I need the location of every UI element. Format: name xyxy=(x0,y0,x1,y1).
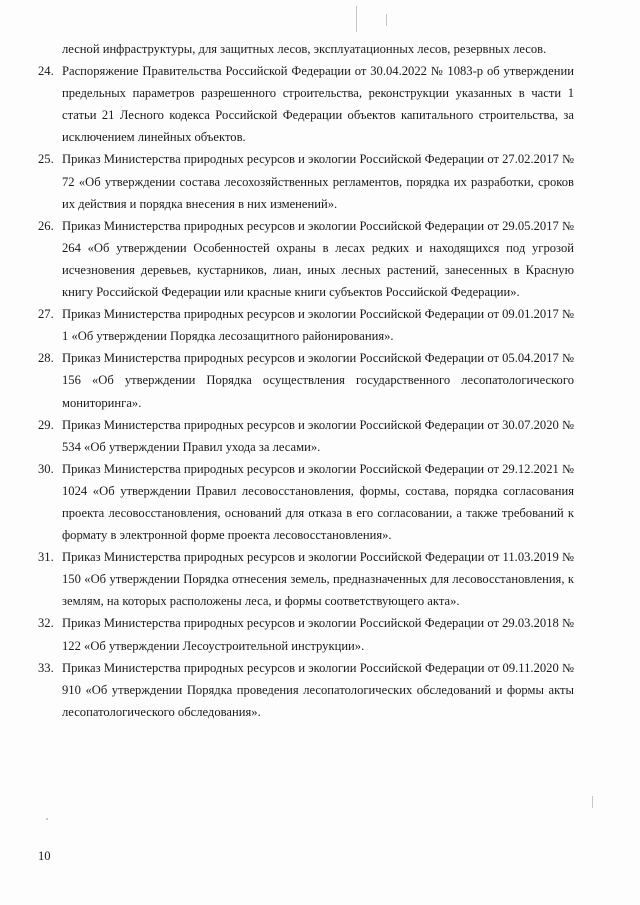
list-item xyxy=(38,215,574,303)
page-number: 10 xyxy=(38,849,51,863)
list-item xyxy=(38,303,574,347)
list-item-text: Приказ Министерства природных ресурсов и экологии Российской Федерации от 11.03.2019 № 150 «Об утверждении Порядка отнесения земель, предназначенных для лесовосстановления, к землям, на которых расположены леса, и формы соответствующего акта». xyxy=(62,550,574,609)
list-item-text: Приказ Министерства природных ресурсов и экологии Российской Федерации от 29.05.2017 № 264 «Об утверждении Особенностей охраны в лесах редких и находящихся под угрозой исчезновения деревьев, кустарников, лиан, иных лесных растений, занесенных в Красную книгу Российской Федерации или красные книги субъектов Российской Федерации». xyxy=(62,218,574,300)
document-body xyxy=(38,38,574,723)
scan-mark xyxy=(356,6,357,32)
list-item-number: 30. xyxy=(38,461,54,476)
scan-mark xyxy=(592,796,593,808)
continuation-paragraph: лесной инфраструктуры, для защитных лесов, эксплуатационных лесов, резервных лесов. xyxy=(62,42,547,56)
list-item-text: Приказ Министерства природных ресурсов и экологии Российской Федерации от 29.12.2021 № 1024 «Об утверждении Правил лесовосстановления, формы, состава, порядка согласования проекта лесовосстановления, оснований для отказа в его согласовании, а также требований к формату в электронной форме проекта лесовосстановления». xyxy=(62,461,574,543)
list-item xyxy=(38,657,574,723)
list-item-text: Приказ Министерства природных ресурсов и экологии Российской Федерации от 30.07.2020 № 534 «Об утверждении Правил ухода за лесами». xyxy=(62,417,574,454)
list-item-text: Приказ Министерства природных ресурсов и экологии Российской Федерации от 27.02.2017 № 72 «Об утверждении состава лесохозяйственных регламентов, порядка их разработки, сроков их действия и порядка внесения в них изменений». xyxy=(62,152,574,211)
list-item-number: 26. xyxy=(38,218,54,233)
list-item-text: Приказ Министерства природных ресурсов и экологии Российской Федерации от 29.03.2018 № 122 «Об утверждении Лесоустроительной инструкции». xyxy=(62,616,574,653)
list-item-text: Приказ Министерства природных ресурсов и экологии Российской Федерации от 05.04.2017 № 156 «Об утверждении Порядка осуществления государственного лесопатологического мониторинга». xyxy=(62,351,574,410)
list-item-number: 33. xyxy=(38,660,54,675)
list-item-text: Распоряжение Правительства Российской Федерации от 30.04.2022 № 1083-р об утверждении предельных параметров разрешенного строительства, реконструкции указанных в части 1 статьи 21 Лесного кодекса Российской Федерации объектов капитального строительства, за исключением линейных объектов. xyxy=(62,64,574,145)
list-item-number: 32. xyxy=(38,616,54,631)
list-item-text: Приказ Министерства природных ресурсов и экологии Российской Федерации от 09.11.2020 № 910 «Об утверждении Порядка проведения лесопатологических обследований и формы акты лесопатологического обследования». xyxy=(62,660,574,719)
list-item-number: 28. xyxy=(38,351,54,366)
list-item xyxy=(38,60,574,148)
list-item-text: Приказ Министерства природных ресурсов и экологии Российской Федерации от 09.01.2017 № 1 «Об утверждении Порядка лесозащитного районирования». xyxy=(62,307,574,344)
list-item xyxy=(38,347,574,413)
list-item xyxy=(38,414,574,458)
list-item-number: 24. xyxy=(38,64,54,79)
list-item xyxy=(38,458,574,546)
list-item xyxy=(38,612,574,656)
scan-mark xyxy=(386,14,387,26)
list-item xyxy=(38,148,574,214)
list-item-number: 29. xyxy=(38,417,54,432)
scan-mark xyxy=(46,818,48,820)
list-item-number: 31. xyxy=(38,550,54,565)
list-item-number: 27. xyxy=(38,307,54,322)
list-item xyxy=(38,546,574,612)
list-item-number: 25. xyxy=(38,152,54,167)
